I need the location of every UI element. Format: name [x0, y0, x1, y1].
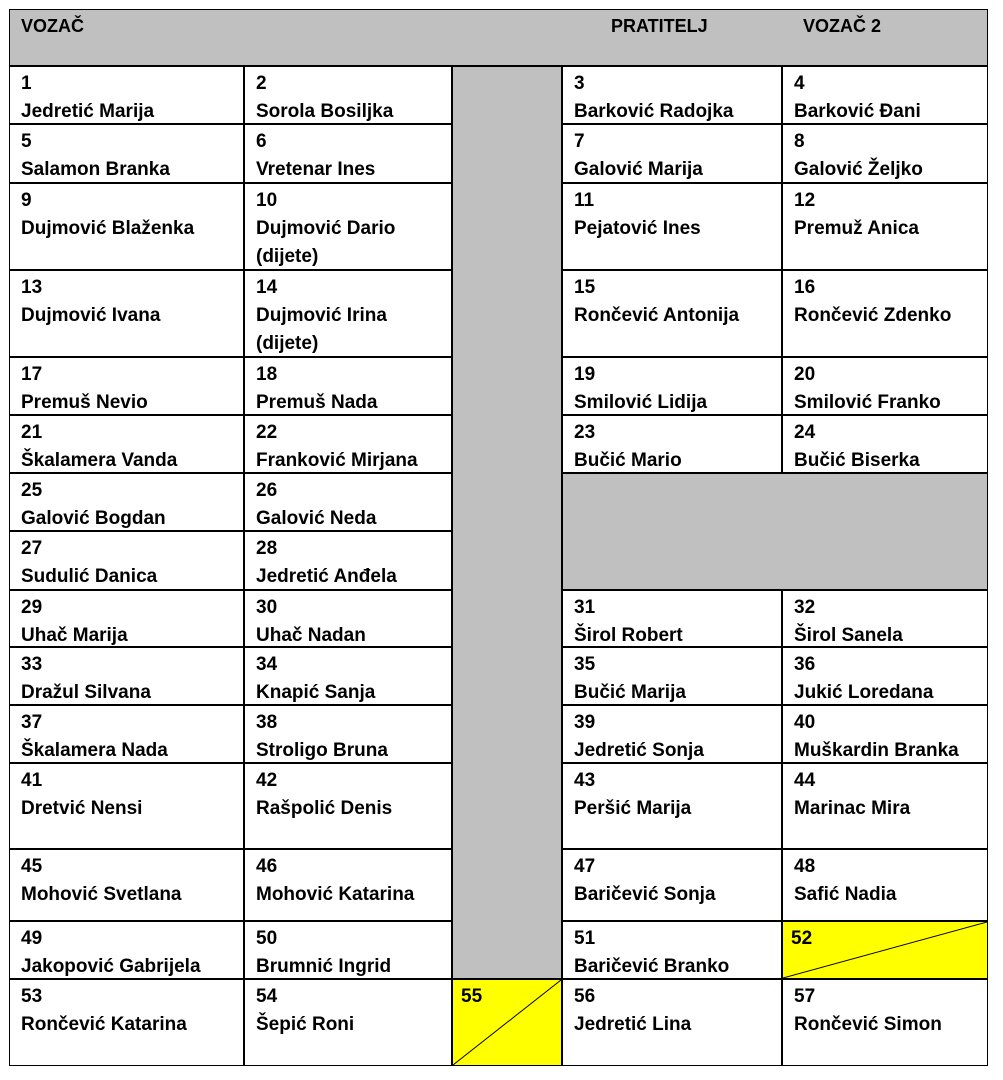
passenger-name: Pejatović Ines: [574, 218, 701, 239]
seat-number: 52: [791, 928, 813, 949]
passenger-name: Franković Mirjana: [256, 450, 418, 471]
passenger-name: Uhač Nadan: [256, 625, 366, 646]
passenger-name: Barković Đani: [794, 101, 921, 122]
passenger-name: Dujmović Blaženka: [21, 218, 195, 239]
seat[interactable]: [9, 647, 244, 705]
seat[interactable]: [782, 849, 988, 921]
seat-number: 17: [21, 364, 43, 385]
seat[interactable]: [782, 183, 988, 270]
seat-number: 22: [256, 422, 278, 443]
passenger-name: Smilović Lidija: [574, 392, 708, 413]
passenger-name: Jakopović Gabrijela: [21, 956, 201, 977]
seat[interactable]: [9, 531, 244, 590]
seat[interactable]: [244, 647, 452, 705]
seat[interactable]: [782, 66, 988, 124]
passenger-name: Škalamera Nada: [21, 740, 168, 761]
seat-number: 13: [21, 277, 43, 298]
seat[interactable]: [244, 531, 452, 590]
passenger-name: Baričević Branko: [574, 956, 730, 977]
seat-number: 54: [256, 986, 278, 1007]
passenger-name: Safić Nadia: [794, 884, 897, 905]
empty-seat[interactable]: [782, 921, 988, 979]
passenger-name: Bučić Biserka: [794, 450, 920, 471]
passenger-name: Brumnić Ingrid: [256, 956, 392, 977]
seat-number: 45: [21, 856, 43, 877]
seat-number: 40: [794, 712, 816, 733]
passenger-name: Muškardin Branka: [794, 740, 959, 761]
seat[interactable]: [562, 66, 782, 124]
seat[interactable]: [9, 270, 244, 357]
seat[interactable]: [9, 473, 244, 531]
passenger-name: Jedretić Sonja: [574, 740, 704, 761]
seat-number: 35: [574, 654, 596, 675]
seat[interactable]: [562, 270, 782, 357]
seat-number: 26: [256, 480, 278, 501]
seat-number: 27: [21, 538, 43, 559]
seat[interactable]: [782, 705, 988, 763]
passenger-name: Marinac Mira: [794, 798, 911, 819]
seat[interactable]: [9, 183, 244, 270]
stairwell-gap: [562, 473, 988, 590]
passenger-name: Širol Sanela: [794, 625, 903, 646]
seat[interactable]: [562, 124, 782, 183]
passenger-name: Galović Neda: [256, 508, 377, 529]
seat[interactable]: [9, 415, 244, 473]
passenger-name: Smilović Franko: [794, 392, 941, 413]
seat[interactable]: [782, 763, 988, 849]
seat[interactable]: [562, 849, 782, 921]
seat-number: 9: [21, 190, 32, 211]
seat-number: 51: [574, 928, 596, 949]
seat[interactable]: [562, 415, 782, 473]
passenger-name: Knapić Sanja: [256, 682, 376, 703]
seat[interactable]: [244, 66, 452, 124]
passenger-name: Premuš Nada: [256, 392, 378, 413]
passenger-name: Bučić Marija: [574, 682, 686, 703]
front-header: [9, 9, 988, 66]
seat-number: 29: [21, 597, 43, 618]
seat-number: 37: [21, 712, 43, 733]
seat[interactable]: [562, 921, 782, 979]
seat[interactable]: [782, 270, 988, 357]
seat[interactable]: [562, 763, 782, 849]
seat-number: 25: [21, 480, 43, 501]
passenger-name: Salamon Branka: [21, 159, 170, 180]
passenger-name: Jedretić Marija: [21, 101, 155, 122]
seat-number: 50: [256, 928, 278, 949]
seat-number: 12: [794, 190, 816, 211]
passenger-name: Rončević Katarina: [21, 1014, 187, 1035]
passenger-name: Galović Bogdan: [21, 508, 166, 529]
aisle: [452, 66, 562, 979]
seat[interactable]: [244, 473, 452, 531]
seat-number: 32: [794, 597, 816, 618]
seat[interactable]: [244, 357, 452, 415]
seat-number: 38: [256, 712, 278, 733]
seat[interactable]: [244, 415, 452, 473]
seat-number: 28: [256, 538, 278, 559]
passenger-name: Peršić Marija: [574, 798, 692, 819]
seat-number: 57: [794, 986, 816, 1007]
passenger-name: Dretvić Nensi: [21, 798, 143, 819]
seat-number: 15: [574, 277, 596, 298]
passenger-name: Jukić Loredana: [794, 682, 934, 703]
seat-number: 46: [256, 856, 278, 877]
seat[interactable]: [244, 590, 452, 647]
seating-chart: [9, 9, 988, 1066]
seat-number: 16: [794, 277, 816, 298]
seat[interactable]: [9, 357, 244, 415]
seat-number: 39: [574, 712, 596, 733]
seat[interactable]: [782, 979, 988, 1066]
seat-number: 36: [794, 654, 816, 675]
passenger-name: Šepić Roni: [256, 1014, 355, 1035]
seat[interactable]: [244, 124, 452, 183]
escort-label: PRATITELJ: [611, 16, 708, 36]
seat-number: 41: [21, 770, 43, 791]
seat[interactable]: [782, 357, 988, 415]
passenger-name: Rončević Simon: [794, 1014, 942, 1035]
passenger-name: Bučić Mario: [574, 450, 682, 471]
passenger-name: Dujmović Ivana: [21, 305, 161, 326]
seat[interactable]: [782, 124, 988, 183]
seat[interactable]: [9, 590, 244, 647]
seat-number: 55: [461, 986, 483, 1007]
passenger-name: Jedretić Lina: [574, 1014, 692, 1035]
seat[interactable]: [9, 979, 244, 1066]
passenger-name: Dujmović Irina (dijete): [256, 305, 387, 354]
seat[interactable]: [244, 979, 452, 1066]
seat-number: 10: [256, 190, 278, 211]
seat-number: 44: [794, 770, 816, 791]
passenger-name: Rončević Zdenko: [794, 305, 952, 326]
seat-number: 42: [256, 770, 278, 791]
seat-number: 53: [21, 986, 43, 1007]
seat-number: 49: [21, 928, 43, 949]
seat-number: 24: [794, 422, 816, 443]
seat[interactable]: [562, 183, 782, 270]
seat[interactable]: [9, 849, 244, 921]
seat-number: 2: [256, 73, 267, 94]
seat-number: 30: [256, 597, 278, 618]
empty-seat[interactable]: [452, 979, 562, 1066]
seat-number: 21: [21, 422, 43, 443]
passenger-name: Širol Robert: [574, 625, 683, 646]
seat-number: 5: [21, 131, 32, 152]
seat-number: 7: [574, 131, 585, 152]
seat-number: 4: [794, 73, 805, 94]
passenger-name: Premuš Nevio: [21, 392, 148, 413]
seat-number: 34: [256, 654, 278, 675]
seat[interactable]: [244, 849, 452, 921]
seat-number: 48: [794, 856, 816, 877]
passenger-name: Mohović Katarina: [256, 884, 415, 905]
seat[interactable]: [9, 705, 244, 763]
seat[interactable]: [9, 124, 244, 183]
seat[interactable]: [782, 590, 988, 647]
passenger-name: Uhač Marija: [21, 625, 128, 646]
seat[interactable]: [244, 763, 452, 849]
seat-number: 47: [574, 856, 596, 877]
passenger-name: Rončević Antonija: [574, 305, 740, 326]
seat-number: 14: [256, 277, 278, 298]
passenger-name: Barković Radojka: [574, 101, 734, 122]
seat[interactable]: [244, 270, 452, 357]
passenger-name: Dujmović Dario (dijete): [256, 218, 396, 267]
passenger-name: Jedretić Anđela: [256, 566, 397, 587]
passenger-name: Premuž Anica: [794, 218, 919, 239]
passenger-name: Galović Marija: [574, 159, 703, 180]
passenger-name: Baričević Sonja: [574, 884, 716, 905]
seat-number: 8: [794, 131, 805, 152]
seat[interactable]: [782, 647, 988, 705]
seat[interactable]: [9, 763, 244, 849]
passenger-name: Galović Željko: [794, 159, 923, 180]
passenger-name: Škalamera Vanda: [21, 450, 178, 471]
seat[interactable]: [244, 705, 452, 763]
seat-number: 56: [574, 986, 596, 1007]
passenger-name: Sorola Bosiljka: [256, 101, 394, 122]
driver2-label: VOZAČ 2: [803, 16, 882, 36]
seat[interactable]: [9, 921, 244, 979]
seat-number: 19: [574, 364, 596, 385]
seat-number: 23: [574, 422, 596, 443]
passenger-name: Rašpolić Denis: [256, 798, 393, 819]
seat[interactable]: [562, 590, 782, 647]
passenger-name: Stroligo Bruna: [256, 740, 388, 761]
seat-number: 43: [574, 770, 596, 791]
seat[interactable]: [244, 183, 452, 270]
seat[interactable]: [562, 979, 782, 1066]
seat[interactable]: [9, 66, 244, 124]
seat[interactable]: [562, 705, 782, 763]
passenger-name: Mohović Svetlana: [21, 884, 182, 905]
seat-number: 11: [574, 190, 595, 211]
seat-number: 18: [256, 364, 278, 385]
seat-number: 31: [574, 597, 596, 618]
seat-number: 1: [21, 73, 32, 94]
seat-number: 3: [574, 73, 585, 94]
driver-label: VOZAČ: [21, 16, 84, 36]
seat-number: 20: [794, 364, 816, 385]
seat[interactable]: [244, 921, 452, 979]
seat[interactable]: [782, 415, 988, 473]
passenger-name: Sudulić Danica: [21, 566, 158, 587]
passenger-name: Vretenar Ines: [256, 159, 376, 180]
passenger-name: Dražul Silvana: [21, 682, 151, 703]
seat[interactable]: [562, 647, 782, 705]
seat[interactable]: [562, 357, 782, 415]
seat-number: 6: [256, 131, 267, 152]
seat-number: 33: [21, 654, 43, 675]
